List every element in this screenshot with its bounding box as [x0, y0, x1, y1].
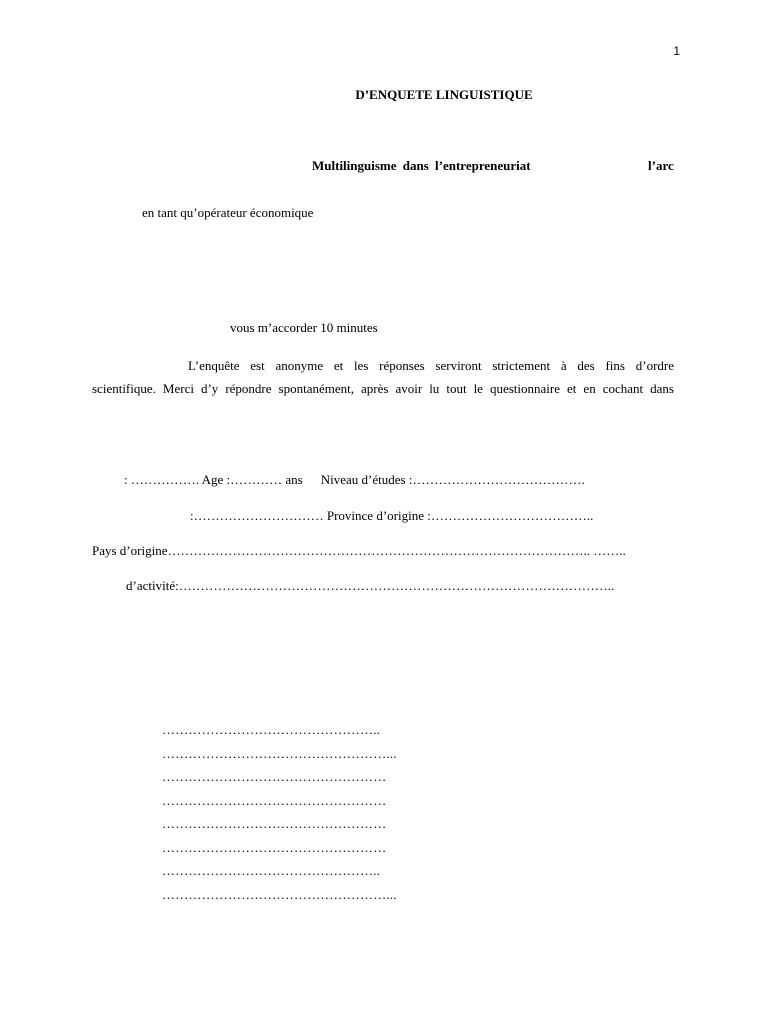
blank-line[interactable]: ……………………………………………... — [162, 745, 397, 761]
education-level-field[interactable]: Niveau d’études :…………………………………. — [320, 472, 585, 487]
blank-line[interactable]: ………………………………………….. — [162, 863, 381, 878]
anonymity-paragraph-line-2: scientifique. Merci d’y répondre spontanément, après avoir lu tout le questionnaire et en cochant dans — [92, 381, 674, 396]
blank-line[interactable]: …………………………………………… — [162, 839, 387, 855]
field-row-age-education — [124, 472, 585, 488]
document-subtitle-right: l’arc — [648, 158, 674, 173]
blank-line[interactable]: …………………………………………… — [162, 769, 387, 784]
country-of-origin-field[interactable]: Pays d’origine…………………………………………………………………………………….. …….. — [92, 543, 626, 558]
age-field[interactable]: : ……………. Age :………… ans — [124, 472, 303, 487]
blank-line[interactable]: …………………………………………… — [162, 816, 387, 831]
document-title: D’ENQUETE LINGUISTIQUE — [355, 87, 533, 102]
document-subtitle: Multilinguisme dans l’entrepreneuriat — [312, 158, 531, 173]
activity-field[interactable]: d’activité:……………………………………………………………………………………….. — [126, 578, 615, 593]
economic-operator-line: en tant qu’opérateur économique — [142, 205, 314, 220]
anonymity-paragraph-line-1: L’enquête est anonyme et les réponses serviront strictement à des fins d’ordre — [188, 358, 674, 373]
blank-line[interactable]: …………………………………………… — [162, 792, 387, 808]
page-number: 1 — [673, 44, 680, 58]
blank-line[interactable]: ………………………………………….. — [162, 722, 381, 737]
blank-line[interactable]: ……………………………………………... — [162, 886, 397, 902]
province-of-origin-field[interactable]: :………………………… Province d’origine :……………………………….. — [190, 508, 594, 523]
blank-answer-lines — [162, 718, 397, 906]
minutes-request-line: vous m’accorder 10 minutes — [230, 320, 378, 335]
